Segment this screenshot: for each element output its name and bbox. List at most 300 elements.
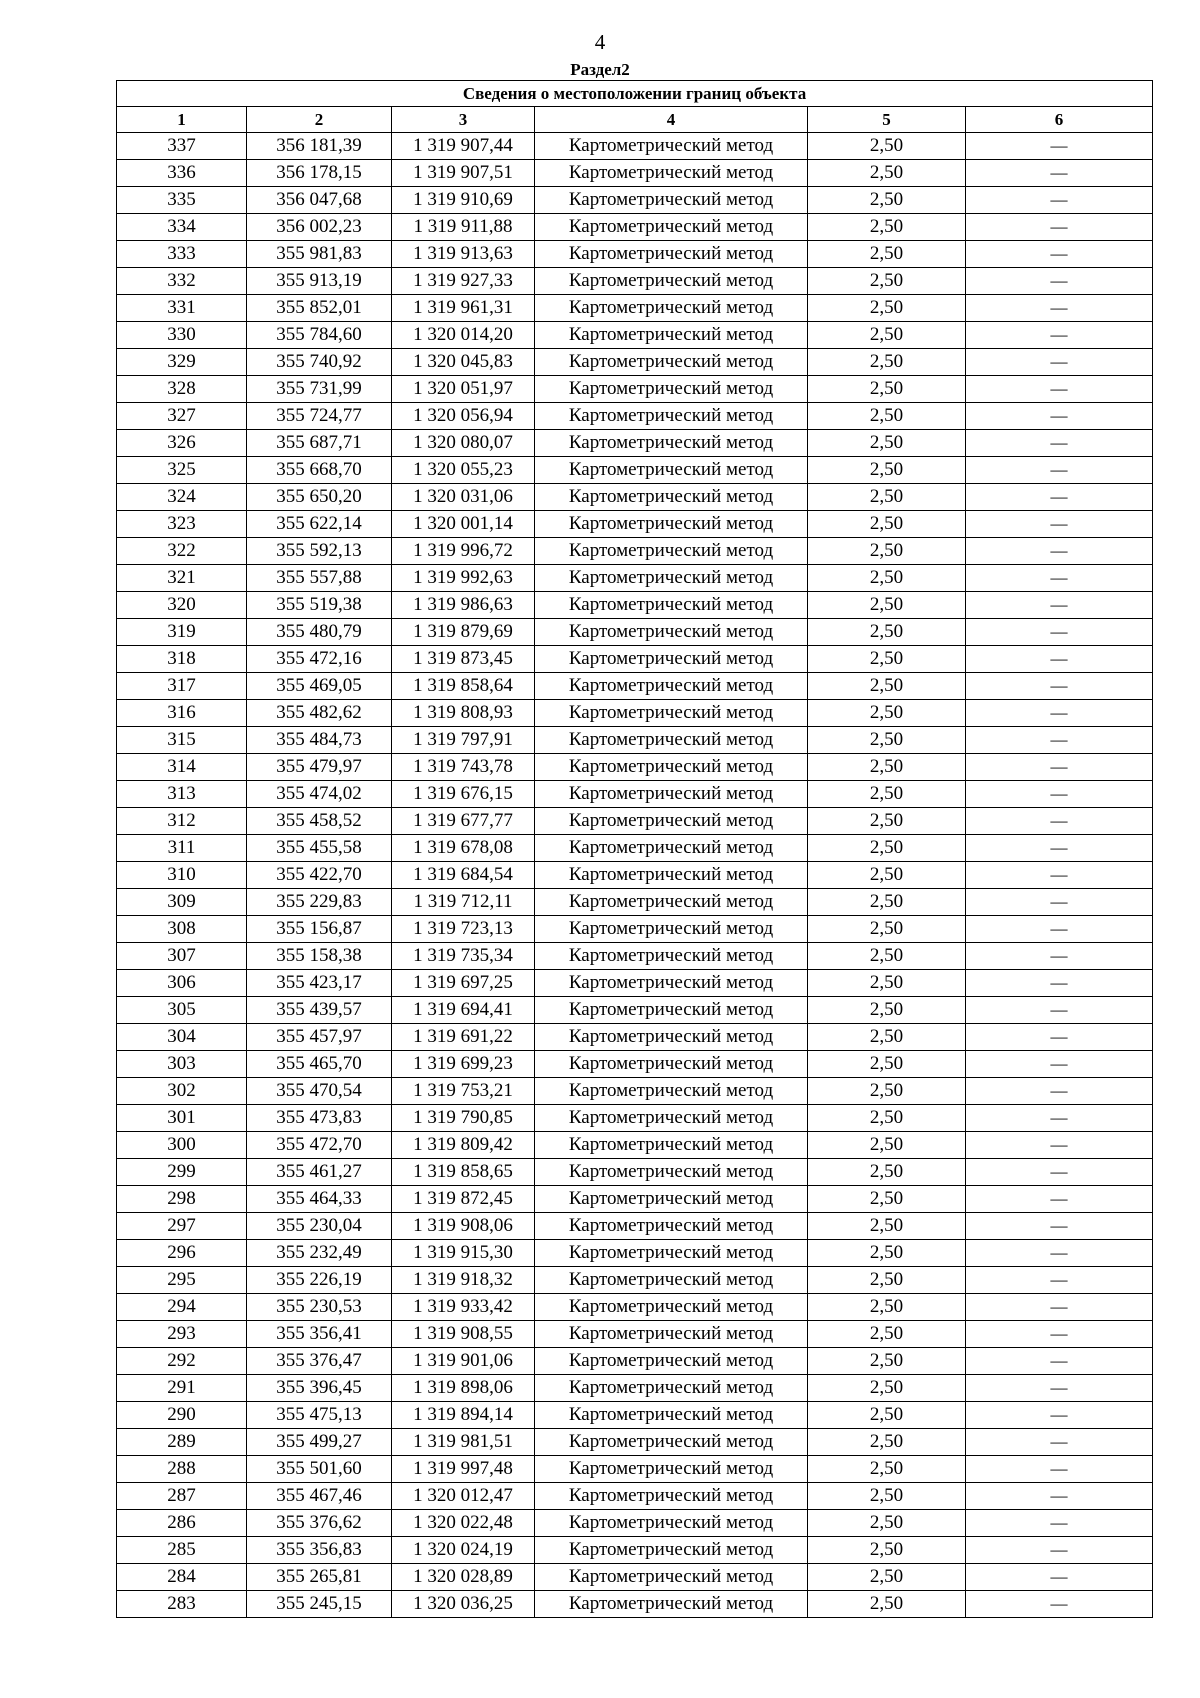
y-coordinate-cell: 1 319 712,11 (392, 889, 535, 916)
y-coordinate-cell: 1 319 872,45 (392, 1186, 535, 1213)
table-row (117, 646, 1153, 673)
x-coordinate-cell: 355 232,49 (247, 1240, 392, 1267)
table-caption-row (117, 81, 1153, 107)
x-coordinate-cell: 355 464,33 (247, 1186, 392, 1213)
y-coordinate-cell: 1 319 677,77 (392, 808, 535, 835)
description-cell: — (966, 403, 1153, 430)
y-coordinate-cell: 1 319 961,31 (392, 295, 535, 322)
table-row (117, 322, 1153, 349)
accuracy-cell: 2,50 (808, 160, 966, 187)
accuracy-cell: 2,50 (808, 1132, 966, 1159)
x-coordinate-cell: 355 376,62 (247, 1510, 392, 1537)
description-cell: — (966, 538, 1153, 565)
column-header-row (117, 107, 1153, 133)
point-number-cell: 313 (117, 781, 247, 808)
table-row (117, 538, 1153, 565)
page-number: 4 (594, 30, 606, 54)
x-coordinate-cell: 355 226,19 (247, 1267, 392, 1294)
x-coordinate-cell: 355 687,71 (247, 430, 392, 457)
description-cell: — (966, 1375, 1153, 1402)
x-coordinate-cell: 355 474,02 (247, 781, 392, 808)
y-coordinate-cell: 1 319 992,63 (392, 565, 535, 592)
accuracy-cell: 2,50 (808, 1510, 966, 1537)
description-cell: — (966, 1078, 1153, 1105)
x-coordinate-cell: 355 740,92 (247, 349, 392, 376)
method-cell: Картометрический метод (535, 1483, 808, 1510)
point-number-cell: 336 (117, 160, 247, 187)
point-number-cell: 332 (117, 268, 247, 295)
x-coordinate-cell: 355 479,97 (247, 754, 392, 781)
table-row (117, 1321, 1153, 1348)
y-coordinate-cell: 1 319 735,34 (392, 943, 535, 970)
y-coordinate-cell: 1 320 045,83 (392, 349, 535, 376)
description-cell: — (966, 457, 1153, 484)
table-row (117, 241, 1153, 268)
method-cell: Картометрический метод (535, 1321, 808, 1348)
accuracy-cell: 2,50 (808, 241, 966, 268)
table-row (117, 160, 1153, 187)
x-coordinate-cell: 355 499,27 (247, 1429, 392, 1456)
table-row (117, 376, 1153, 403)
table-row (117, 1105, 1153, 1132)
table-row (117, 889, 1153, 916)
table-row (117, 1024, 1153, 1051)
method-cell: Картометрический метод (535, 997, 808, 1024)
table-row (117, 268, 1153, 295)
x-coordinate-cell: 355 668,70 (247, 457, 392, 484)
description-cell: — (966, 970, 1153, 997)
table-row (117, 592, 1153, 619)
boundary-coordinates-table (116, 80, 1153, 1618)
accuracy-cell: 2,50 (808, 1105, 966, 1132)
point-number-cell: 288 (117, 1456, 247, 1483)
point-number-cell: 295 (117, 1267, 247, 1294)
table-row (117, 1402, 1153, 1429)
table-row (117, 295, 1153, 322)
table-row (117, 1267, 1153, 1294)
method-cell: Картометрический метод (535, 1240, 808, 1267)
x-coordinate-cell: 355 229,83 (247, 889, 392, 916)
accuracy-cell: 2,50 (808, 808, 966, 835)
point-number-cell: 324 (117, 484, 247, 511)
table-row (117, 808, 1153, 835)
table-row (117, 1186, 1153, 1213)
table-body (117, 133, 1153, 1618)
x-coordinate-cell: 355 467,46 (247, 1483, 392, 1510)
method-cell: Картометрический метод (535, 970, 808, 997)
accuracy-cell: 2,50 (808, 916, 966, 943)
x-coordinate-cell: 355 465,70 (247, 1051, 392, 1078)
x-coordinate-cell: 355 396,45 (247, 1375, 392, 1402)
accuracy-cell: 2,50 (808, 862, 966, 889)
description-cell: — (966, 592, 1153, 619)
method-cell: Картометрический метод (535, 781, 808, 808)
method-cell: Картометрический метод (535, 808, 808, 835)
accuracy-cell: 2,50 (808, 1402, 966, 1429)
x-coordinate-cell: 355 439,57 (247, 997, 392, 1024)
table-row (117, 619, 1153, 646)
method-cell: Картометрический метод (535, 241, 808, 268)
column-header-3: 3 (392, 107, 535, 133)
accuracy-cell: 2,50 (808, 376, 966, 403)
y-coordinate-cell: 1 319 927,33 (392, 268, 535, 295)
table-row (117, 1159, 1153, 1186)
accuracy-cell: 2,50 (808, 1321, 966, 1348)
table-row (117, 943, 1153, 970)
accuracy-cell: 2,50 (808, 619, 966, 646)
description-cell: — (966, 349, 1153, 376)
method-cell: Картометрический метод (535, 1537, 808, 1564)
method-cell: Картометрический метод (535, 1564, 808, 1591)
method-cell: Картометрический метод (535, 1213, 808, 1240)
y-coordinate-cell: 1 319 797,91 (392, 727, 535, 754)
accuracy-cell: 2,50 (808, 511, 966, 538)
point-number-cell: 306 (117, 970, 247, 997)
method-cell: Картометрический метод (535, 484, 808, 511)
table-row (117, 1429, 1153, 1456)
accuracy-cell: 2,50 (808, 1456, 966, 1483)
accuracy-cell: 2,50 (808, 1591, 966, 1618)
table-row (117, 1240, 1153, 1267)
method-cell: Картометрический метод (535, 889, 808, 916)
table-row (117, 916, 1153, 943)
point-number-cell: 304 (117, 1024, 247, 1051)
y-coordinate-cell: 1 320 022,48 (392, 1510, 535, 1537)
table-row (117, 457, 1153, 484)
table-row (117, 1294, 1153, 1321)
method-cell: Картометрический метод (535, 376, 808, 403)
x-coordinate-cell: 355 230,04 (247, 1213, 392, 1240)
accuracy-cell: 2,50 (808, 646, 966, 673)
x-coordinate-cell: 355 455,58 (247, 835, 392, 862)
accuracy-cell: 2,50 (808, 403, 966, 430)
method-cell: Картометрический метод (535, 214, 808, 241)
y-coordinate-cell: 1 319 981,51 (392, 1429, 535, 1456)
accuracy-cell: 2,50 (808, 565, 966, 592)
method-cell: Картометрический метод (535, 1591, 808, 1618)
x-coordinate-cell: 355 472,16 (247, 646, 392, 673)
y-coordinate-cell: 1 320 080,07 (392, 430, 535, 457)
x-coordinate-cell: 355 622,14 (247, 511, 392, 538)
point-number-cell: 329 (117, 349, 247, 376)
point-number-cell: 284 (117, 1564, 247, 1591)
x-coordinate-cell: 355 731,99 (247, 376, 392, 403)
accuracy-cell: 2,50 (808, 700, 966, 727)
point-number-cell: 299 (117, 1159, 247, 1186)
y-coordinate-cell: 1 320 036,25 (392, 1591, 535, 1618)
accuracy-cell: 2,50 (808, 349, 966, 376)
y-coordinate-cell: 1 319 699,23 (392, 1051, 535, 1078)
y-coordinate-cell: 1 319 790,85 (392, 1105, 535, 1132)
x-coordinate-cell: 355 484,73 (247, 727, 392, 754)
table-row (117, 1483, 1153, 1510)
accuracy-cell: 2,50 (808, 592, 966, 619)
point-number-cell: 305 (117, 997, 247, 1024)
description-cell: — (966, 619, 1153, 646)
point-number-cell: 320 (117, 592, 247, 619)
point-number-cell: 290 (117, 1402, 247, 1429)
y-coordinate-cell: 1 319 997,48 (392, 1456, 535, 1483)
x-coordinate-cell: 355 458,52 (247, 808, 392, 835)
table-row (117, 1078, 1153, 1105)
table-row (117, 1537, 1153, 1564)
method-cell: Картометрический метод (535, 835, 808, 862)
description-cell: — (966, 1024, 1153, 1051)
table-row (117, 187, 1153, 214)
method-cell: Картометрический метод (535, 457, 808, 484)
accuracy-cell: 2,50 (808, 889, 966, 916)
point-number-cell: 300 (117, 1132, 247, 1159)
description-cell: — (966, 673, 1153, 700)
x-coordinate-cell: 355 356,41 (247, 1321, 392, 1348)
method-cell: Картометрический метод (535, 430, 808, 457)
description-cell: — (966, 484, 1153, 511)
accuracy-cell: 2,50 (808, 1186, 966, 1213)
x-coordinate-cell: 355 470,54 (247, 1078, 392, 1105)
point-number-cell: 328 (117, 376, 247, 403)
method-cell: Картометрический метод (535, 1375, 808, 1402)
y-coordinate-cell: 1 319 808,93 (392, 700, 535, 727)
accuracy-cell: 2,50 (808, 997, 966, 1024)
description-cell: — (966, 1483, 1153, 1510)
x-coordinate-cell: 355 724,77 (247, 403, 392, 430)
description-cell: — (966, 322, 1153, 349)
table-row (117, 835, 1153, 862)
description-cell: — (966, 1321, 1153, 1348)
description-cell: — (966, 1456, 1153, 1483)
y-coordinate-cell: 1 319 908,55 (392, 1321, 535, 1348)
description-cell: — (966, 295, 1153, 322)
method-cell: Картометрический метод (535, 1024, 808, 1051)
method-cell: Картометрический метод (535, 1078, 808, 1105)
x-coordinate-cell: 356 047,68 (247, 187, 392, 214)
column-header-6: 6 (966, 107, 1153, 133)
method-cell: Картометрический метод (535, 727, 808, 754)
x-coordinate-cell: 355 376,47 (247, 1348, 392, 1375)
description-cell: — (966, 646, 1153, 673)
y-coordinate-cell: 1 319 678,08 (392, 835, 535, 862)
method-cell: Картометрический метод (535, 673, 808, 700)
method-cell: Картометрический метод (535, 1105, 808, 1132)
point-number-cell: 289 (117, 1429, 247, 1456)
accuracy-cell: 2,50 (808, 1294, 966, 1321)
x-coordinate-cell: 356 178,15 (247, 160, 392, 187)
method-cell: Картометрический метод (535, 1456, 808, 1483)
method-cell: Картометрический метод (535, 268, 808, 295)
description-cell: — (966, 1186, 1153, 1213)
x-coordinate-cell: 355 981,83 (247, 241, 392, 268)
method-cell: Картометрический метод (535, 754, 808, 781)
description-cell: — (966, 1105, 1153, 1132)
x-coordinate-cell: 355 469,05 (247, 673, 392, 700)
table-row (117, 1213, 1153, 1240)
point-number-cell: 291 (117, 1375, 247, 1402)
point-number-cell: 323 (117, 511, 247, 538)
table-row (117, 1348, 1153, 1375)
accuracy-cell: 2,50 (808, 295, 966, 322)
accuracy-cell: 2,50 (808, 1240, 966, 1267)
point-number-cell: 302 (117, 1078, 247, 1105)
x-coordinate-cell: 355 245,15 (247, 1591, 392, 1618)
x-coordinate-cell: 356 002,23 (247, 214, 392, 241)
x-coordinate-cell: 356 181,39 (247, 133, 392, 160)
description-cell: — (966, 1429, 1153, 1456)
description-cell: — (966, 1591, 1153, 1618)
description-cell: — (966, 430, 1153, 457)
accuracy-cell: 2,50 (808, 1564, 966, 1591)
y-coordinate-cell: 1 320 055,23 (392, 457, 535, 484)
table-row (117, 997, 1153, 1024)
y-coordinate-cell: 1 320 001,14 (392, 511, 535, 538)
point-number-cell: 319 (117, 619, 247, 646)
y-coordinate-cell: 1 319 676,15 (392, 781, 535, 808)
table-row (117, 754, 1153, 781)
accuracy-cell: 2,50 (808, 781, 966, 808)
x-coordinate-cell: 355 501,60 (247, 1456, 392, 1483)
point-number-cell: 308 (117, 916, 247, 943)
point-number-cell: 312 (117, 808, 247, 835)
x-coordinate-cell: 355 475,13 (247, 1402, 392, 1429)
accuracy-cell: 2,50 (808, 835, 966, 862)
method-cell: Картометрический метод (535, 1348, 808, 1375)
point-number-cell: 334 (117, 214, 247, 241)
column-header-2: 2 (247, 107, 392, 133)
accuracy-cell: 2,50 (808, 673, 966, 700)
y-coordinate-cell: 1 319 913,63 (392, 241, 535, 268)
point-number-cell: 327 (117, 403, 247, 430)
point-number-cell: 335 (117, 187, 247, 214)
point-number-cell: 331 (117, 295, 247, 322)
point-number-cell: 307 (117, 943, 247, 970)
y-coordinate-cell: 1 319 907,44 (392, 133, 535, 160)
y-coordinate-cell: 1 319 873,45 (392, 646, 535, 673)
x-coordinate-cell: 355 423,17 (247, 970, 392, 997)
accuracy-cell: 2,50 (808, 1483, 966, 1510)
method-cell: Картометрический метод (535, 187, 808, 214)
x-coordinate-cell: 355 461,27 (247, 1159, 392, 1186)
method-cell: Картометрический метод (535, 916, 808, 943)
table-row (117, 700, 1153, 727)
description-cell: — (966, 700, 1153, 727)
method-cell: Картометрический метод (535, 1402, 808, 1429)
description-cell: — (966, 160, 1153, 187)
description-cell: — (966, 565, 1153, 592)
point-number-cell: 311 (117, 835, 247, 862)
point-number-cell: 325 (117, 457, 247, 484)
accuracy-cell: 2,50 (808, 268, 966, 295)
method-cell: Картометрический метод (535, 538, 808, 565)
point-number-cell: 287 (117, 1483, 247, 1510)
column-header-5: 5 (808, 107, 966, 133)
y-coordinate-cell: 1 319 986,63 (392, 592, 535, 619)
y-coordinate-cell: 1 319 910,69 (392, 187, 535, 214)
table-row (117, 1510, 1153, 1537)
description-cell: — (966, 1132, 1153, 1159)
y-coordinate-cell: 1 319 908,06 (392, 1213, 535, 1240)
y-coordinate-cell: 1 319 918,32 (392, 1267, 535, 1294)
method-cell: Картометрический метод (535, 619, 808, 646)
accuracy-cell: 2,50 (808, 754, 966, 781)
description-cell: — (966, 727, 1153, 754)
description-cell: — (966, 754, 1153, 781)
method-cell: Картометрический метод (535, 1429, 808, 1456)
accuracy-cell: 2,50 (808, 133, 966, 160)
method-cell: Картометрический метод (535, 295, 808, 322)
description-cell: — (966, 835, 1153, 862)
description-cell: — (966, 133, 1153, 160)
x-coordinate-cell: 355 480,79 (247, 619, 392, 646)
y-coordinate-cell: 1 319 907,51 (392, 160, 535, 187)
table-row (117, 1051, 1153, 1078)
table-row (117, 862, 1153, 889)
table-row (117, 1591, 1153, 1618)
y-coordinate-cell: 1 320 024,19 (392, 1537, 535, 1564)
table-row (117, 1456, 1153, 1483)
x-coordinate-cell: 355 156,87 (247, 916, 392, 943)
accuracy-cell: 2,50 (808, 1267, 966, 1294)
description-cell: — (966, 1537, 1153, 1564)
column-header-4: 4 (535, 107, 808, 133)
method-cell: Картометрический метод (535, 862, 808, 889)
x-coordinate-cell: 355 519,38 (247, 592, 392, 619)
description-cell: — (966, 916, 1153, 943)
table-row (117, 484, 1153, 511)
point-number-cell: 297 (117, 1213, 247, 1240)
method-cell: Картометрический метод (535, 943, 808, 970)
point-number-cell: 318 (117, 646, 247, 673)
point-number-cell: 294 (117, 1294, 247, 1321)
accuracy-cell: 2,50 (808, 322, 966, 349)
y-coordinate-cell: 1 319 911,88 (392, 214, 535, 241)
y-coordinate-cell: 1 319 809,42 (392, 1132, 535, 1159)
description-cell: — (966, 214, 1153, 241)
table-row (117, 403, 1153, 430)
y-coordinate-cell: 1 319 694,41 (392, 997, 535, 1024)
description-cell: — (966, 1564, 1153, 1591)
description-cell: — (966, 862, 1153, 889)
y-coordinate-cell: 1 319 684,54 (392, 862, 535, 889)
description-cell: — (966, 1348, 1153, 1375)
x-coordinate-cell: 355 557,88 (247, 565, 392, 592)
description-cell: — (966, 808, 1153, 835)
table-caption: Сведения о местоположении границ объекта (117, 81, 1153, 107)
method-cell: Картометрический метод (535, 160, 808, 187)
y-coordinate-cell: 1 320 051,97 (392, 376, 535, 403)
accuracy-cell: 2,50 (808, 1348, 966, 1375)
table-row (117, 565, 1153, 592)
method-cell: Картометрический метод (535, 592, 808, 619)
method-cell: Картометрический метод (535, 1510, 808, 1537)
table-row (117, 673, 1153, 700)
description-cell: — (966, 511, 1153, 538)
point-number-cell: 310 (117, 862, 247, 889)
x-coordinate-cell: 355 158,38 (247, 943, 392, 970)
description-cell: — (966, 1510, 1153, 1537)
accuracy-cell: 2,50 (808, 457, 966, 484)
y-coordinate-cell: 1 320 028,89 (392, 1564, 535, 1591)
point-number-cell: 333 (117, 241, 247, 268)
x-coordinate-cell: 355 592,13 (247, 538, 392, 565)
x-coordinate-cell: 355 784,60 (247, 322, 392, 349)
accuracy-cell: 2,50 (808, 1024, 966, 1051)
method-cell: Картометрический метод (535, 1132, 808, 1159)
point-number-cell: 315 (117, 727, 247, 754)
description-cell: — (966, 187, 1153, 214)
point-number-cell: 316 (117, 700, 247, 727)
y-coordinate-cell: 1 319 901,06 (392, 1348, 535, 1375)
description-cell: — (966, 889, 1153, 916)
accuracy-cell: 2,50 (808, 1213, 966, 1240)
